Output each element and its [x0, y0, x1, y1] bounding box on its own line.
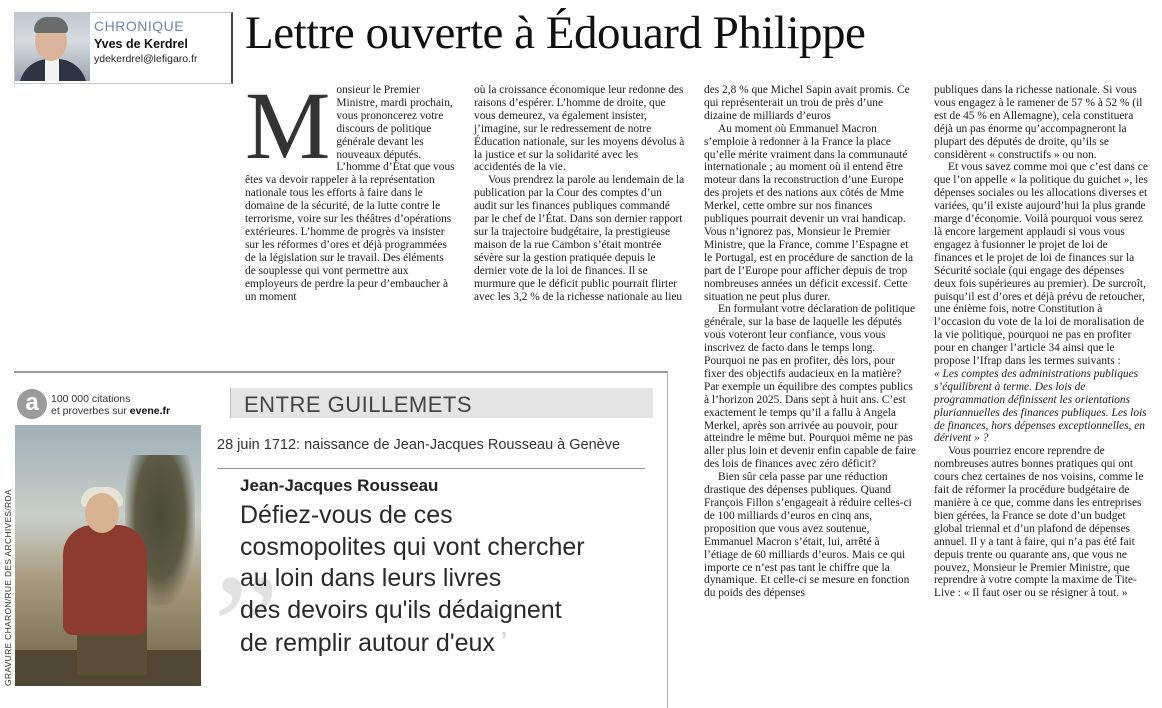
paragraph: Vous prendrez la parole au lendemain de la publication par la Cour des comptes d’un audit sur les finances publiques commandé par le chef de l’État. Dans son dernier rapport sur la trajectoire budgétaire, la prestigieuse maison de la rue Cambon s’était montrée sévère sur la gestion pratiquée depuis le dernier vote de la loi de finances. Il se murmure que le déficit public pourrait flirter avec les 3,2 % de la richesse nationale au lieu [474, 174, 685, 303]
close-quote-mark-icon: ’ [500, 626, 508, 657]
evene-promo-line2: et proverbes sur evene.fr [51, 404, 171, 417]
quote-date-line: 28 juin 1712: naissance de Jean-Jacques Rousseau à Genève [217, 437, 621, 453]
quote-line: des devoirs qu'ils dédaignent [240, 595, 562, 624]
evene-promo[interactable] [51, 394, 170, 417]
article-column-4 [934, 84, 1148, 600]
author-portrait [15, 13, 90, 81]
paragraph: En formulant votre déclaration de politique générale, sur la base de laquelle les députés vous voteront leur confiance, vous vous inscrivez de facto dans le temps long. Pourquoi ne pas en profiter, dès lors, pour fixer des objectifs audacieux en la matière? Par exemple un équilibre des comptes publics à l’horizon 2025. Dans sept à huit ans. C’est exactement le temps qu’il a fallu à Angela Merkel, après son arrivée au pouvoir, pour atteindre le même but. Pourquoi même ne pas aller plus loin et devenir enfin capable de faire des lois de finances avec zéro déficit? [704, 303, 916, 471]
evene-brand: evene.fr [129, 404, 171, 417]
article-headline: Lettre ouverte à Édouard Philippe [245, 7, 866, 59]
evene-promo-line1: 100 000 citations [51, 393, 131, 405]
paragraph: onsieur le Premier Ministre, mardi prochain, vous prononcerez votre discours de politique générale devant les nouveaux députés. L’homme d’État que vous êtes va devoir rappeler à la représentation nationale tous les efforts à faire dans le domaine de la sécurité, de la lutte contre le terrorisme, voire sur les théâtres d’opérations extérieures. L’homme de progrès va insister sur les réformes d’ores et déjà programmées de la législation sur le travail. Des éléments de souplesse qui vont permettre aux employeurs de perdre la peur d’embaucher à un moment [245, 84, 455, 303]
section-title: ENTRE GUILLEMETS [244, 392, 473, 417]
drop-cap: M [245, 72, 331, 179]
rubric-label: CHRONIQUE [94, 18, 185, 34]
article-column-3 [704, 84, 916, 600]
divider [217, 468, 645, 469]
open-quote-mark-icon: „ [213, 460, 280, 626]
paragraph: Au moment où Emmanuel Macron s’emploie à redonner à la France la place qu’elle mérite vraiment dans la communauté internationale ; au moment où il entend être moteur dans la reconstruction d’une Europe des projets et des nations aux côtés de Mme Merkel, cette ombre sur nos finances publiques pourrait devenir un vrai handicap. Vous n’ignorez pas, Monsieur le Premier Ministre, que la France, comme l’Espagne et le Portugal, est en procédure de sanction de la part de l’Europe pour afficher depuis de trop nombreuses années un déficit excessif. Cette situation ne peut plus durer. [704, 122, 914, 303]
paragraph: publiques dans la richesse nationale. Si vous vous engagez à le ramener de 57 % à 52 % (il est de 45 % en Allemagne), cela constituera déjà un pas énorme qu’accompagneront la plupart des députés de droite, qu’ils se considèrent « constructifs » ou non. [934, 84, 1143, 161]
paragraph: Vous pourriez encore reprendre de nombreuses autres bonnes pratiques qui ont cours chez certaines de nos voisins, comme le fait de réformer la procédure budgétaire de manière à ce que, comme dans les entreprises bien gérées, la France se dote d’un budget global triennal et d’un plafond de dépenses annuel. Il y a tant à faire, qui n’a pas été fait depuis trente ou quarante ans, que vous ne pouvez, Monsieur le Premier Ministre, que reprendre à votre compte la maxime de Tite-Live : « Il faut oser ou se résigner à tout. » [934, 445, 1144, 600]
paragraph: des 2,8 % que Michel Sapin avait promis. Ce qui représenterait un trou de près d’une dizaine de milliards d’euros [704, 84, 910, 122]
author-email[interactable]: ydekerdrel@lefigaro.fr [94, 53, 198, 65]
quoted-amendment: « Les comptes des administrations publiques s’équilibrent à terme. Des lois de programmation définissent les orientations pluriannuelles des finances publiques. Les lois de finances, hors dépenses exceptionnelles, en dérivent » ? [934, 367, 1147, 445]
paragraph: Bien sûr cela passe par une réduction drastique des dépenses publiques. Quand François Fillon s’engageait à réduire celles-ci de 100 milliards d’euros en cinq ans, proposition que vous avez soutenue, Emmanuel Macron s’était, lui, arrêté à l’étiage de 60 milliards d’euros. Mais ce qui importe ce n’est pas tant le chiffre que la dynamique. Et celle-ci se mesure en fonction du poids des dépenses [704, 471, 912, 600]
quote-line: cosmopolites qui vont chercher [240, 532, 585, 561]
rousseau-engraving-image [15, 425, 201, 686]
paragraph: où la croissance économique leur redonne des raisons d’espérer. L’homme de droite, que vous demeurez, va également insister, j’imagine, sur le redressement de notre Éducation nationale, sur les moyens dévolus à la justice et sur la solidarité avec les accidentés de la vie. [474, 84, 685, 174]
quote-text [240, 500, 650, 660]
quote-line: Défiez-vous de ces [240, 501, 453, 529]
photo-credit: GRAVURE CHARON/RUE DES ARCHIVES/RDA [3, 489, 13, 686]
article-column-2 [474, 84, 686, 303]
paragraph: Et vous savez comme moi que c’est dans ce que l’on appelle « la politique du guichet », les dépenses sociales ou les allocations diverses et variées, qu’il existe aujourd’hui la plus grande marge d’économie. Voilà pourquoi vous serez là encore largement applaudi si vous vous engagez à fusionner le projet de loi de finances et le projet de loi de finances sur la Sécurité sociale (qui engage des dépenses deux fois supérieures au premier). De surcroît, puisqu’il est d’ores et déjà prévu de retoucher, une énième fois, notre Constitution à l’occasion du vote de la loi de moralisation de la vie politique, pourquoi ne pas en profiter pour en changer l’article 34 ainsi que le propose l’Ifrap dans les termes suivants : [934, 161, 1148, 368]
quote-line-last: de remplir autour d'eux ’ [240, 626, 508, 657]
author-name: Yves de Kerdrel [94, 37, 188, 51]
quote-line: au loin dans leurs livres [240, 564, 502, 592]
evene-logo-icon: a [17, 389, 47, 419]
article-column-1 [245, 72, 457, 303]
quote-author: Jean-Jacques Rousseau [240, 476, 439, 495]
